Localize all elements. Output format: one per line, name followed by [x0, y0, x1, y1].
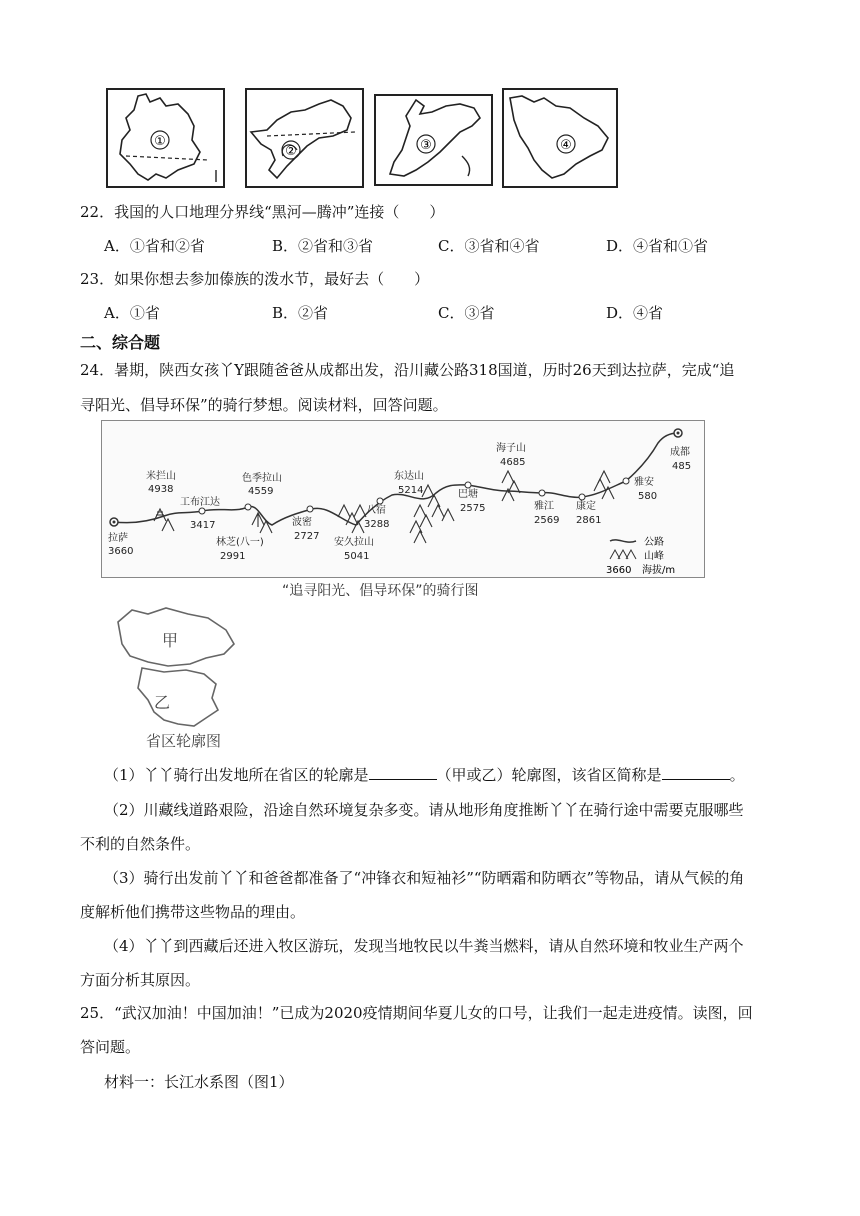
q25-material1: 材料一：长江水系图（图1）: [104, 1073, 294, 1091]
outline-yi: [138, 668, 218, 726]
place-milashan: 米拦山: [146, 471, 176, 482]
province-4-label: ④: [560, 138, 572, 153]
q24-sub2-line2: 不利的自然条件。: [80, 835, 201, 853]
outline-map-caption: 省区轮廓图: [146, 732, 222, 750]
province-map-4: [502, 88, 618, 188]
elev-batang: 2575: [460, 503, 486, 514]
place-yaan: 雅安: [634, 477, 654, 488]
province-3-label: ③: [420, 138, 432, 153]
q24-sub4-line2: 方面分析其原因。: [80, 971, 201, 989]
q22-option-d: D．④省和①省: [606, 237, 709, 255]
place-gongbujiangda: 工布江达: [180, 497, 220, 508]
province-1-outline: [108, 90, 223, 186]
legend-road: 公路: [644, 537, 664, 548]
route-map-caption: “追寻阳光、倡导环保”的骑行图: [282, 583, 479, 599]
elev-linzhi: 2991: [220, 551, 246, 562]
elev-kangding: 2861: [576, 515, 602, 526]
elev-milashan: 4938: [148, 484, 174, 495]
q24-sub4-line1: （4）丫丫到西藏后还进入牧区游玩，发现当地牧民以牛粪当燃料，请从自然环境和牧业生产两个: [104, 937, 744, 955]
answer-blank-2[interactable]: [662, 765, 730, 780]
place-batang: 巴塘: [458, 489, 478, 500]
province-map-2: [245, 88, 364, 188]
place-yajiang: 雅江: [534, 501, 554, 512]
elev-chengdu: 485: [672, 461, 692, 472]
elev-lhasa: 3660: [108, 546, 134, 557]
outline-map-svg: [108, 600, 258, 752]
section-heading: 二、综合题: [80, 333, 161, 352]
elev-anjiulashan: 5041: [344, 551, 370, 562]
legend-elev-sample: 3660: [606, 565, 632, 576]
elev-yaan: 580: [638, 491, 658, 502]
q24-sub1: [104, 764, 745, 786]
elev-dongdashan: 5214: [398, 485, 424, 496]
q24-sub1-part-c: 。: [729, 766, 745, 784]
place-haizishan: 海子山: [496, 443, 526, 454]
q22-option-c: C．③省和④省: [438, 237, 540, 255]
elev-haizishan: 4685: [500, 457, 526, 468]
place-lhasa: 拉萨: [108, 533, 128, 544]
q24-sub3-line2: 度解析他们携带这些物品的理由。: [80, 903, 306, 921]
province-2-label: ②: [285, 144, 297, 159]
route-map-svg: [102, 421, 704, 577]
province-3-outline: [376, 96, 491, 184]
province-map-3: [374, 94, 493, 186]
road-legend-line: [610, 540, 636, 542]
peak-legend-icon: [610, 550, 636, 559]
place-anjiulashan: 安久拉山: [334, 537, 374, 548]
place-kangding: 康定: [576, 501, 596, 512]
q23-option-d: D．④省: [606, 304, 664, 322]
route-map: [101, 420, 705, 578]
elev-gongbujiangda: 3417: [190, 520, 216, 531]
q23-option-a: A．①省: [104, 304, 160, 322]
label-jia: 甲: [162, 631, 179, 650]
place-bomi: 波密: [292, 517, 312, 528]
province-2-outline: [247, 90, 362, 186]
q25-stem-line2: 答问题。: [80, 1038, 141, 1056]
outline-map: [108, 600, 258, 752]
q23-stem: 23．如果你想去参加傣族的泼水节，最好去（ ）: [80, 270, 430, 288]
legend-peak: 山峰: [644, 551, 664, 562]
q23-option-b: B．②省: [272, 304, 329, 322]
q22-stem: 22．我国的人口地理分界线“黑河—腾冲”连接（ ）: [80, 203, 445, 221]
province-map-1: [106, 88, 225, 188]
answer-blank-1[interactable]: [369, 765, 437, 780]
q22-option-b: B．②省和③省: [272, 237, 374, 255]
elev-bomi: 2727: [294, 531, 320, 542]
route-map-legend: [606, 535, 675, 576]
q24-sub2-line1: （2）川藏线道路艰险，沿途自然环境复杂多变。请从地形角度推断丫丫在骑行途中需要克服哪些: [104, 801, 744, 819]
province-4-outline: [504, 90, 616, 186]
q24-stem-line2: 寻阳光、倡导环保”的骑行梦想。阅读材料，回答问题。: [80, 396, 448, 414]
place-chengdu: 成都: [670, 447, 690, 458]
elev-basu: 3288: [364, 519, 390, 530]
q25-stem-line1: 25．“武汉加油！中国加油！”已成为2020疫情期间华夏儿女的口号，让我们一起走进疫情。读图，回: [80, 1004, 753, 1022]
q24-stem-line1: 24．暑期，陕西女孩丫Y跟随爸爸从成都出发，沿川藏公路318国道，历时26天到达拉萨，完成“追: [80, 361, 735, 379]
place-dongdashan: 东达山: [394, 471, 424, 482]
q24-sub3-line1: （3）骑行出发前丫丫和爸爸都准备了“冲锋衣和短袖衫”“防晒霜和防晒衣”等物品，请从气候的角: [104, 869, 745, 887]
province-1-label: ①: [154, 134, 166, 149]
legend-elev-unit: 海拔/m: [642, 565, 676, 576]
q24-sub1-part-b: （甲或乙）轮廓图，该省区简称是: [436, 766, 662, 784]
q24-sub1-part-a: （1）丫丫骑行出发地所在省区的轮廓是: [104, 766, 369, 784]
q23-option-c: C．③省: [438, 304, 495, 322]
label-yi: 乙: [154, 693, 171, 712]
place-basu: 八宿: [366, 505, 386, 516]
place-linzhi: 林芝(八一): [216, 537, 264, 548]
q22-option-a: A．①省和②省: [104, 237, 205, 255]
elev-sejilashan: 4559: [248, 486, 274, 497]
place-sejilashan: 色季拉山: [242, 473, 282, 484]
elev-yajiang: 2569: [534, 515, 560, 526]
